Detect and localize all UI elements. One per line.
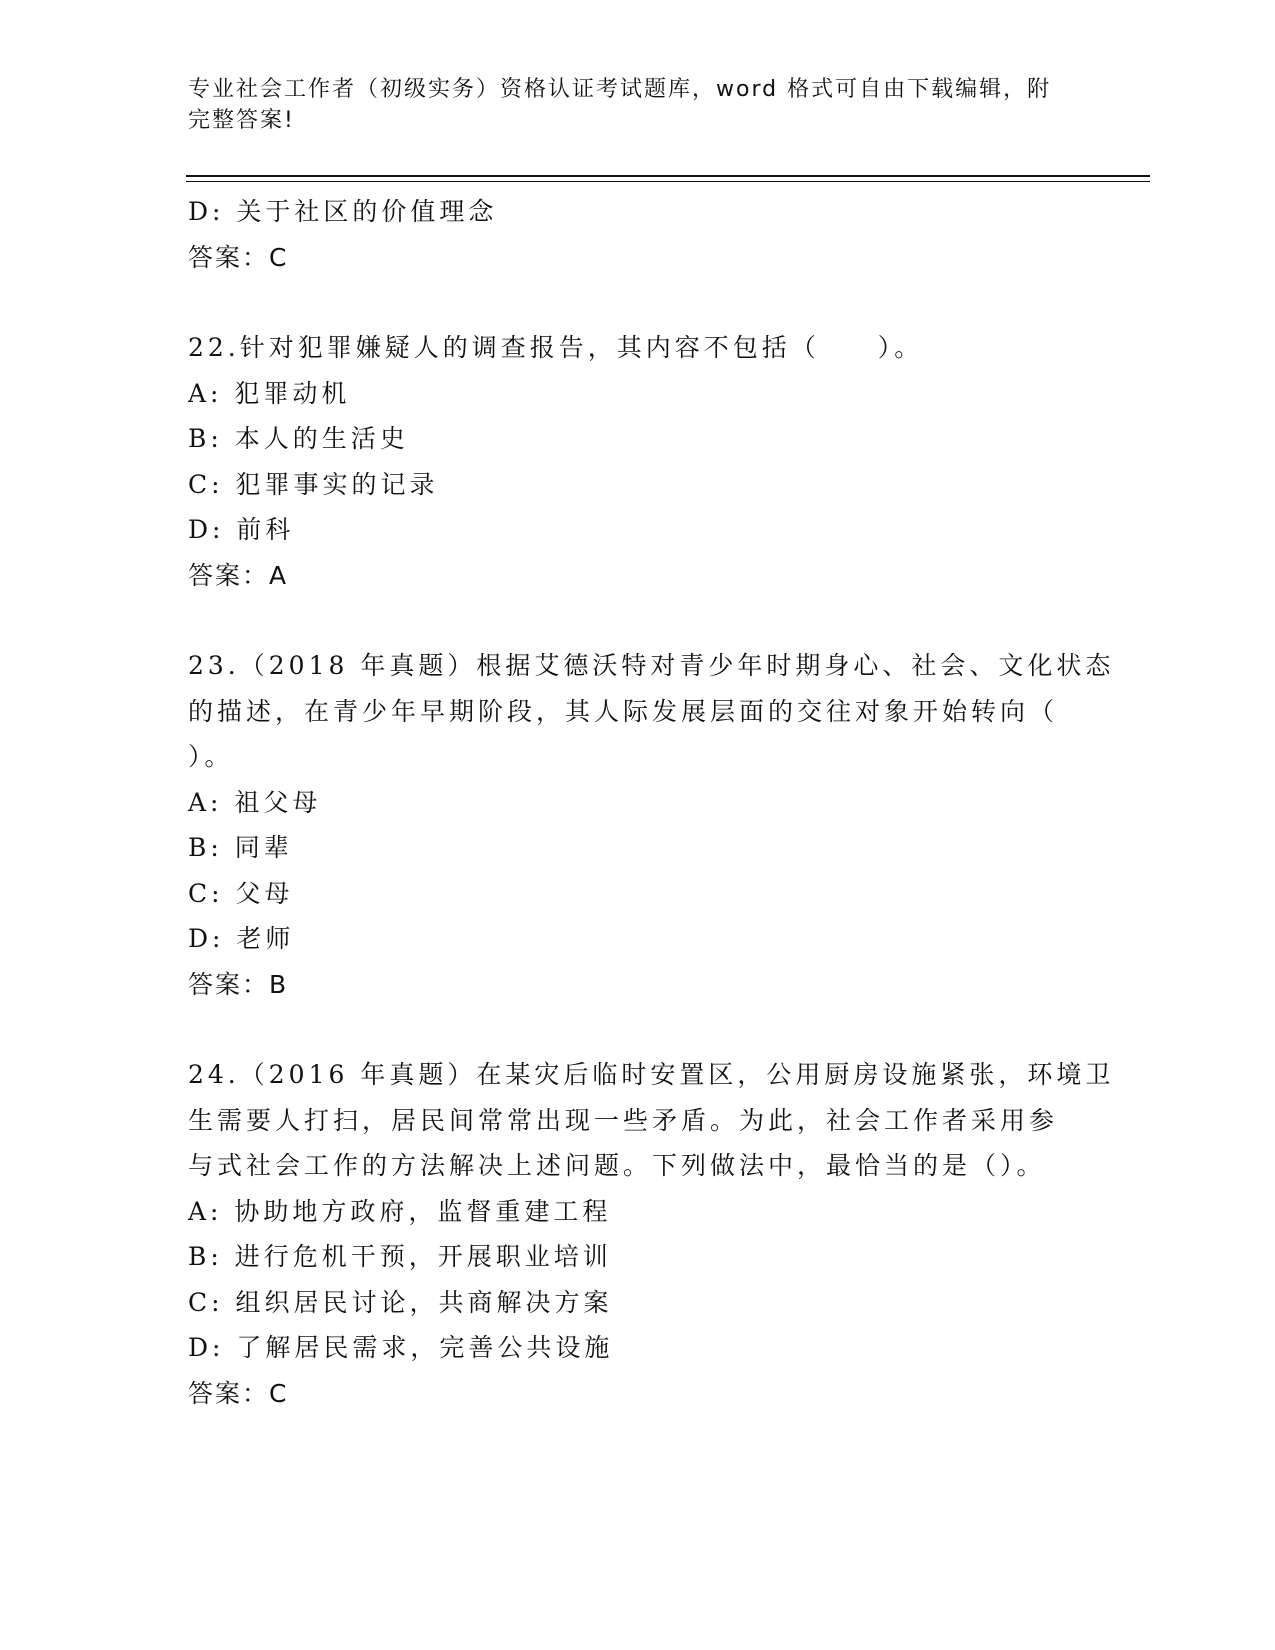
question-stem-line-3: ）。 xyxy=(188,742,234,771)
question-23 xyxy=(188,643,1115,1007)
option-b: B: 本人的生活史 xyxy=(188,424,409,453)
question-24 xyxy=(188,1052,1115,1416)
answer-line: 答案：B xyxy=(188,969,289,999)
option-c: C: 组织居民讨论，共商解决方案 xyxy=(188,1287,613,1317)
question-stem-line-2: 的描述，在青少年早期阶段，其人际发展层面的交往对象开始转向（ xyxy=(188,696,1059,726)
option-d: D: 了解居民需求，完善公共设施 xyxy=(188,1333,614,1362)
option-a: A: 协助地方政府，监督重建工程 xyxy=(188,1196,612,1226)
option-c: C: 父母 xyxy=(188,878,294,908)
answer-line: 答案：A xyxy=(188,560,289,590)
option-b: B: 进行危机干预，开展职业培训 xyxy=(188,1242,612,1271)
question-stem: 22.针对犯罪嫌疑人的调查报告，其内容不包括（ ）。 xyxy=(188,333,924,362)
answer-line: 答案：C xyxy=(188,242,289,272)
option-a: A: 犯罪动机 xyxy=(188,378,351,408)
document-header xyxy=(188,74,1068,136)
header-rule-thin xyxy=(186,181,1150,182)
header-line-1: 专业社会工作者（初级实务）资格认证考试题库，word 格式可自由下载编辑，附 xyxy=(188,77,1052,102)
question-stem-line-3: 与式社会工作的方法解决上述问题。下列做法中，最恰当的是（）。 xyxy=(188,1151,1046,1180)
question-stem-line-1: 24.（2016 年真题）在某灾后临时安置区，公用厨房设施紧张，环境卫 xyxy=(188,1060,1115,1089)
option-b: B: 同辈 xyxy=(188,833,293,862)
option-c: C: 犯罪事实的记录 xyxy=(188,469,439,499)
question-stem-line-1: 23.（2018 年真题）根据艾德沃特对青少年时期身心、社会、文化状态 xyxy=(188,651,1115,680)
question-22 xyxy=(188,325,1088,598)
spacer xyxy=(188,598,1088,643)
question-stem-line-2: 生需要人打扫，居民间常常出现一些矛盾。为此，社会工作者采用参 xyxy=(188,1105,1059,1135)
question-21-tail xyxy=(188,189,1088,280)
spacer xyxy=(188,280,1088,325)
option-a: A: 祖父母 xyxy=(188,787,322,817)
header-rule-thick xyxy=(186,175,1150,177)
option-d: D: 前科 xyxy=(188,515,295,544)
spacer xyxy=(188,1007,1088,1052)
header-line-2: 完整答案! xyxy=(188,108,295,133)
document-body xyxy=(188,189,1115,1416)
option-d: D: 关于社区的价值理念 xyxy=(188,197,498,226)
option-d: D: 老师 xyxy=(188,924,295,953)
answer-line: 答案：C xyxy=(188,1378,289,1408)
